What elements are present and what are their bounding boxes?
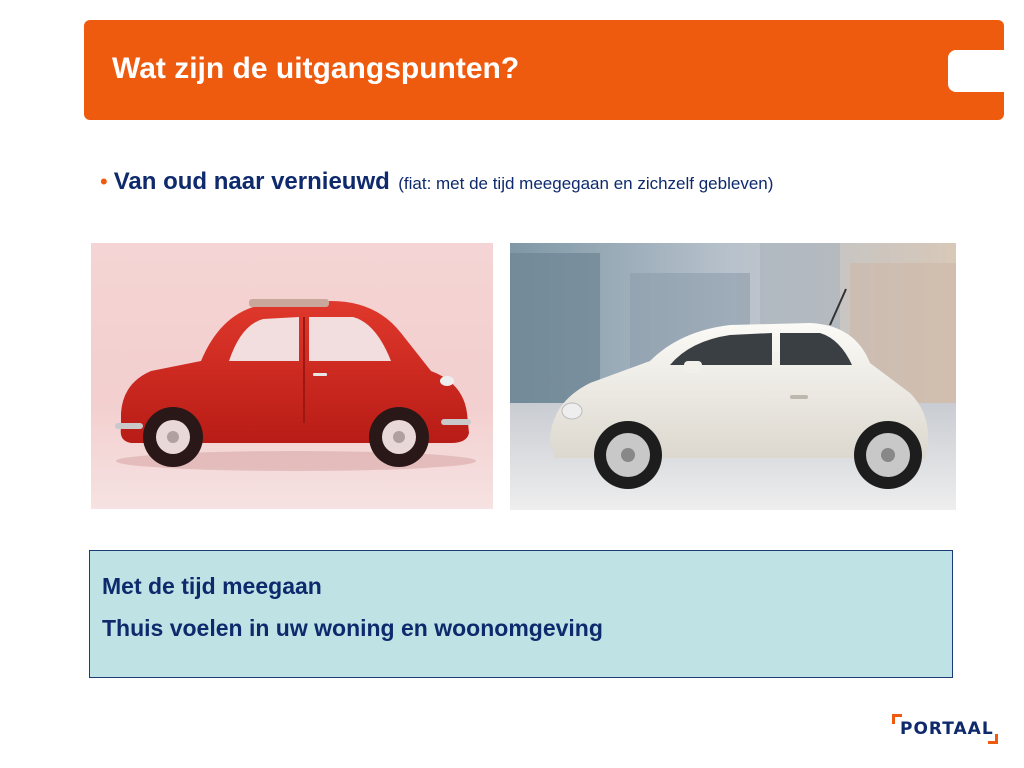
bullet-item	[100, 168, 773, 196]
bullet-icon: •	[100, 169, 108, 194]
new-fiat-500-photo	[510, 243, 956, 510]
bullet-main-text: Van oud naar vernieuwd	[113, 168, 390, 195]
portaal-logo	[892, 714, 998, 744]
info-line-1: Met de tijd meegaan	[102, 573, 322, 599]
bullet-sub-text: (fiat: met de tijd meegegaan en zichzelf gebleven)	[398, 174, 774, 193]
info-box	[89, 550, 953, 678]
title-bar-notch	[948, 50, 1004, 92]
logo-corner-bottom-right	[988, 734, 998, 744]
old-fiat-500-photo	[91, 243, 493, 509]
info-line-2: Thuis voelen in uw woning en woonomgeving	[102, 615, 603, 641]
logo-text: PORTAAL	[900, 719, 994, 739]
title-bar	[84, 20, 1004, 120]
slide-title: Wat zijn de uitgangspunten?	[112, 52, 520, 85]
